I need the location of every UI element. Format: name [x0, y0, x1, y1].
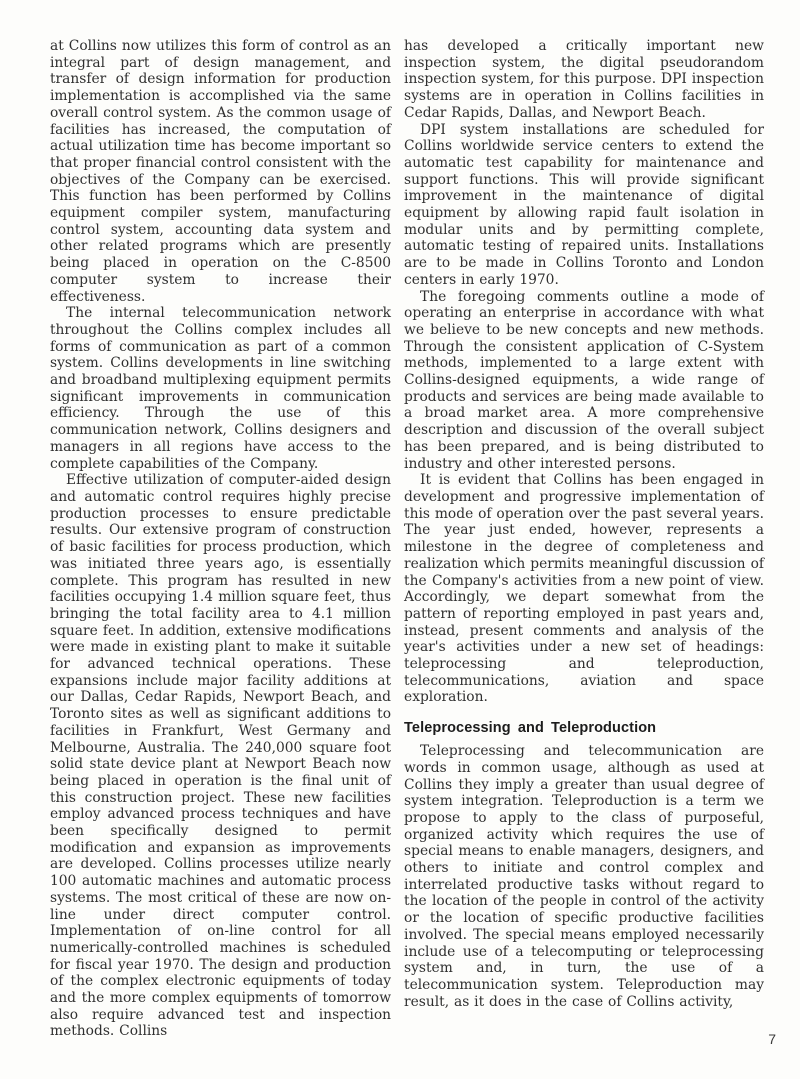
paragraph: has developed a critically important new inspection system, the digital pseudorandom inspection system, for this purpose. DPI inspection systems are in operation in Collins facilities in Cedar Rapids, Dallas, and Newport Beach.	[404, 38, 764, 121]
two-column-layout	[50, 38, 764, 1040]
page-number: 7	[768, 1031, 776, 1047]
right-column	[404, 38, 764, 1040]
paragraph: DPI system installations are scheduled for Collins worldwide service centers to extend the automatic test capability for maintenance and support functions. This will provide significant improvement in the maintenance of digital equipment by allowing rapid fault isolation in modular units and by permitting complete, automatic testing of repaired units. Installations are to be made in Collins Toronto and London centers in early 1970.	[404, 121, 764, 288]
paragraph: It is evident that Collins has been engaged in development and progressive implementation of this mode of operation over the past several years. The year just ended, however, represents a milestone in the degree of completeness and realization which permits meaningful discussion of the Company's activities from a new point of view. Accordingly, we depart somewhat from the pattern of reporting employed in past years and, instead, present comments and analysis of the year's activities under a new set of headings: teleprocessing and teleproduction, telecommunications, aviation and space exploration.	[404, 472, 764, 706]
paragraph: Effective utilization of computer-aided design and automatic control requires highly precise production processes to ensure predictable results. Our extensive program of construction of basic facilities for process production, which was initiated three years ago, is essentially complete. This program has resulted in new facilities occupying 1.4 million square feet, thus bringing the total facility area to 4.1 million square feet. In addition, extensive modifications were made in existing plant to make it suitable for advanced technical operations. These expansions include major facility additions at our Dallas, Cedar Rapids, Newport Beach, and Toronto sites as well as significant additions to facilities in Frankfurt, West Germany and Melbourne, Australia. The 240,000 square foot solid state device plant at Newport Beach now being placed in operation is the final unit of this construction project. These new facilities employ advanced process techniques and have been specifically designed to permit modification and expansion as improvements are developed. Collins processes utilize nearly 100 automatic machines and automatic process systems. The most critical of these are now on-line under direct computer control. Implementation of on-line control for all numerically-controlled machines is scheduled for fiscal year 1970. The design and production of the complex electronic equipments of today and the more complex equipments of tomorrow also require advanced test and inspection methods. Collins	[50, 472, 392, 1040]
paragraph: at Collins now utilizes this form of control as an integral part of design management, and transfer of design information for production implementation is accomplished via the same overall control system. As the common usage of facilities has increased, the computation of actual utilization time has become important so that proper financial control consistent with the objectives of the Company can be exercised. This function has been performed by Collins equipment compiler system, manufacturing control system, accounting data system and other related programs which are presently being placed in operation on the C-8500 computer system to increase their effectiveness.	[50, 38, 392, 305]
paragraph: The foregoing comments outline a mode of operating an enterprise in accordance with what we believe to be new concepts and new methods. Through the consistent application of C-System methods, implemented to a large extent with Collins-designed equipments, a wide range of products and services are being made available to a broad market area. A more comprehensive description and discussion of the overall subject has been prepared, and is being distributed to industry and other interested persons.	[404, 288, 764, 472]
left-column	[50, 38, 391, 1040]
section-heading: Teleprocessing and Teleproduction	[404, 720, 657, 737]
paragraph: Teleprocessing and telecommunication are words in common usage, although as used at Collins they imply a greater than usual degree of system integration. Teleproduction is a term we propose to apply to the class of purposeful, organized activity which requires the use of special means to enable managers, designers, and others to initiate and control complex and interrelated productive tasks without regard to the location of the people in control of the activity or the location of specific productive facilities involved. The special means employed necessarily include use of a telecomputing or teleprocessing system and, in turn, the use of a telecommunication system. Teleproduction may result, as it does in the case of Collins activity,	[404, 743, 764, 1010]
paragraph: The internal telecommunication network throughout the Collins complex includes all forms of communication as part of a common system. Collins developments in line switching and broadband multiplexing equipment permits significant improvements in communication efficiency. Through the use of this communication network, Collins designers and managers in all regions have access to the complete capabilities of the Company.	[50, 305, 392, 472]
